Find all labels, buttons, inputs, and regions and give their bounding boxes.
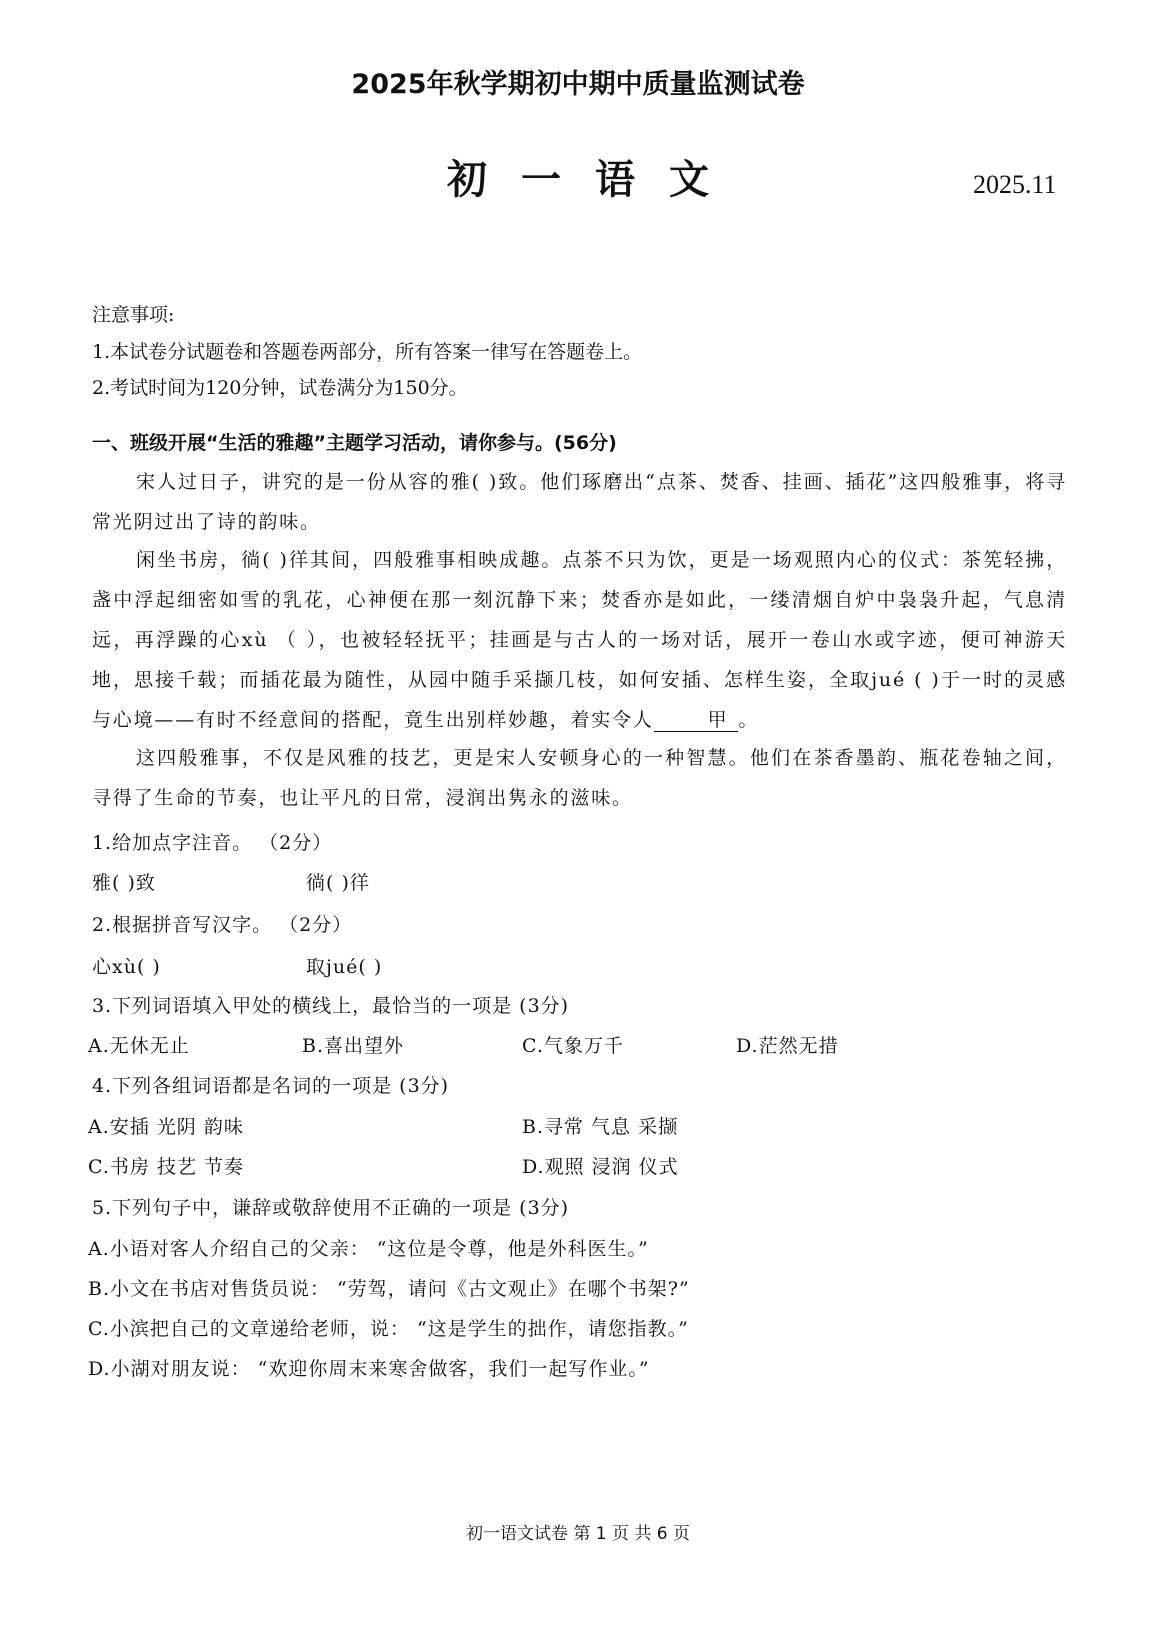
question-3-option-a: A.无休无止 <box>88 1035 190 1057</box>
question-5-option-b: B.小文在书店对售货员说： “劳驾，请问《古文观止》在哪个书架?” <box>88 1278 690 1300</box>
question-2-stem: 2.根据拼音写汉字。 （2分） <box>92 914 353 936</box>
question-2-item-a: 心xù( ) <box>92 956 161 978</box>
question-3-option-c: C.气象万千 <box>522 1035 624 1057</box>
question-4-option-d: D.观照 浸润 仪式 <box>522 1156 679 1178</box>
page-footer: 初一语文试卷 第 1 页 共 6 页 <box>465 1524 691 1544</box>
question-5-option-d: D.小湖对朋友说： “欢迎你周末来寒舍做客，我们一起写作业。” <box>88 1358 650 1380</box>
section-heading: 一、班级开展“生活的雅趣”主题学习活动，请你参与。(56分) <box>92 432 617 454</box>
question-2-item-b: 取jué( ) <box>306 956 383 978</box>
question-5-option-a: A.小语对客人介绍自己的父亲： “这位是令尊，他是外科医生。” <box>88 1238 649 1260</box>
question-5-option-c: C.小滨把自己的文章递给老师，说： “这是学生的拙作，请您指教。” <box>88 1318 689 1340</box>
blank-jia: 甲 <box>654 709 739 732</box>
exam-date: 2025.11 <box>973 170 1057 199</box>
notice-heading: 注意事项: <box>92 304 175 326</box>
notice-item-1: 1.本试卷分试题卷和答题卷两部分，所有答案一律写在答题卷上。 <box>92 341 643 363</box>
question-3-stem: 3.下列词语填入甲处的横线上，最恰当的一项是 (3分) <box>92 995 570 1017</box>
question-1-item-a: 雅( )致 <box>92 872 156 894</box>
question-5-stem: 5.下列句子中，谦辞或敬辞使用不正确的一项是 (3分) <box>92 1197 570 1219</box>
question-3-option-d: D.茫然无措 <box>736 1035 839 1057</box>
question-4-option-a: A.安插 光阴 韵味 <box>88 1116 244 1138</box>
question-3-option-b: B.喜出望外 <box>302 1035 405 1057</box>
question-1-stem: 1.给加点字注音。 （2分） <box>92 832 333 854</box>
question-4-option-b: B.寻常 气息 采撷 <box>522 1116 679 1138</box>
question-4-option-c: C.书房 技艺 节奏 <box>88 1156 244 1178</box>
passage-paragraph-2 <box>92 540 1067 740</box>
question-1-item-b: 徜( )徉 <box>306 872 370 894</box>
exam-title: 2025年秋学期初中期中质量监测试卷 <box>351 69 805 100</box>
notice-item-2: 2.考试时间为120分钟，试卷满分为150分。 <box>92 377 468 399</box>
passage-paragraph-3: 这四般雅事，不仅是风雅的技艺，更是宋人安顿身心的一种智慧。他们在茶香墨韵、瓶花卷轴之间，寻得了生命的节奏，也让平凡的日常，浸润出隽永的滋味。 <box>92 747 1067 809</box>
paragraph-2-text: 闲坐书房，徜( )徉其间，四般雅事相映成趣。点茶不只为饮，更是一场观照内心的仪式：茶筅轻拂，盏中浮起细密如雪的乳花，心神便在那一刻沉静下来；焚香亦是如此，一缕清烟自炉中袅袅升起，气息清远，再浮躁的心xù （ ），也被轻轻抚平；挂画是与古人的一场对话，展开一卷山水或字迹，便可神游天地，思接千载；而插花最为随性，从园中随手采撷几枝，如何安插、怎样生姿，全取jué ( )于一时的灵感与心境——有时不经意间的搭配，竟生出别样妙趣，着实令人 <box>92 549 1067 731</box>
question-4-stem: 4.下列各组词语都是名词的一项是 (3分) <box>92 1075 450 1097</box>
paragraph-2-end: 。 <box>738 709 760 731</box>
passage-paragraph-1: 宋人过日子，讲究的是一份从容的雅( )致。他们琢磨出“点茶、焚香、挂画、插花”这四般雅事，将寻常光阴过出了诗的韵味。 <box>92 471 1067 533</box>
subject-title: 初一语文 <box>447 157 743 203</box>
